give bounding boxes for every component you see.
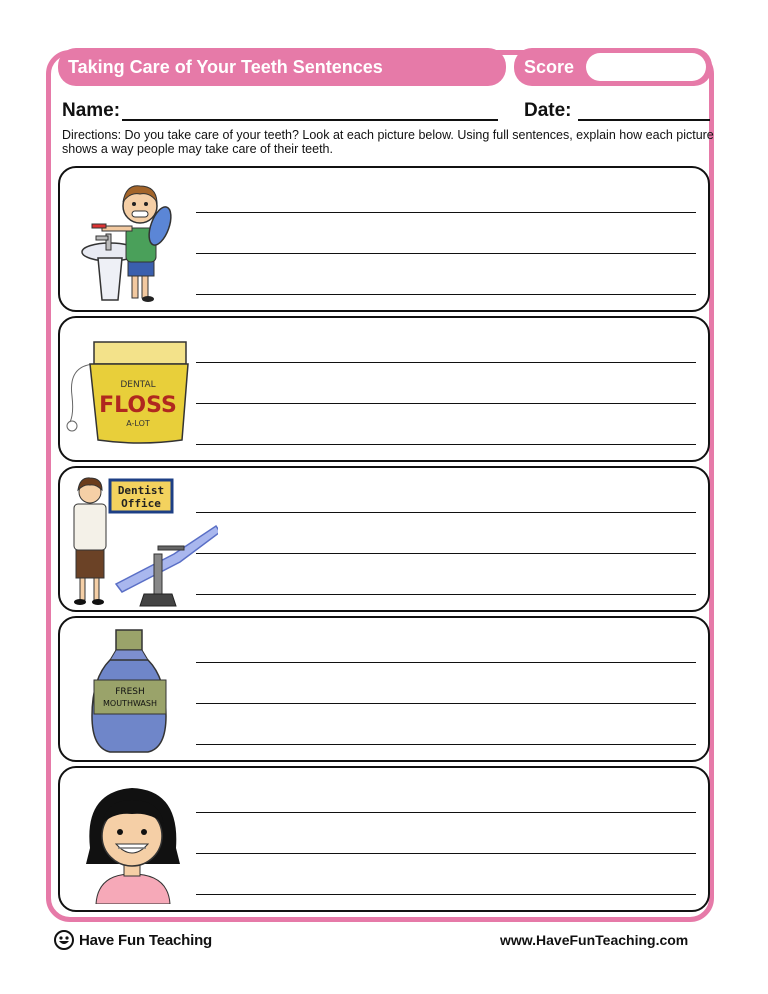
date-field[interactable] xyxy=(578,119,710,121)
mouthwash-label-line1: FRESH xyxy=(115,687,145,697)
worksheet-title xyxy=(58,48,506,86)
answer-line[interactable] xyxy=(196,444,696,445)
mouthwash-bottle-icon xyxy=(88,626,172,758)
footer-brand xyxy=(54,930,212,950)
answer-panel-4 xyxy=(58,616,710,762)
answer-line[interactable] xyxy=(196,553,696,554)
answer-line[interactable] xyxy=(196,703,696,704)
floss-label-main: FLOSS xyxy=(99,393,177,418)
girl-with-braces-icon xyxy=(76,778,190,904)
answer-line[interactable] xyxy=(196,662,696,663)
answer-line[interactable] xyxy=(196,894,696,895)
answer-line[interactable] xyxy=(196,362,696,363)
answer-panel-5 xyxy=(58,766,710,912)
floss-label-top: DENTAL xyxy=(120,380,156,390)
answer-line[interactable] xyxy=(196,512,696,513)
answer-line[interactable] xyxy=(196,812,696,813)
worksheet-title-text: Taking Care of Your Teeth Sentences xyxy=(68,56,383,77)
dentist-office-icon xyxy=(64,474,218,610)
date-label: Date: xyxy=(524,100,572,121)
answer-line[interactable] xyxy=(196,744,696,745)
answer-line[interactable] xyxy=(196,594,696,595)
dentist-sign-line2: Office xyxy=(121,497,161,510)
smiley-logo-icon xyxy=(54,930,74,950)
mouthwash-label-line2: MOUTHWASH xyxy=(103,699,157,708)
boy-brushing-teeth-at-sink-icon xyxy=(80,176,180,302)
answer-line[interactable] xyxy=(196,403,696,404)
score-field[interactable] xyxy=(586,53,706,81)
dental-floss-icon xyxy=(64,336,190,448)
score-label: Score xyxy=(524,56,575,77)
footer-brand-text: Have Fun Teaching xyxy=(79,931,213,949)
answer-line[interactable] xyxy=(196,253,696,254)
floss-label-bottom: A-LOT xyxy=(126,419,150,428)
answer-panel-2 xyxy=(58,316,710,462)
answer-line[interactable] xyxy=(196,294,696,295)
dentist-sign-line1: Dentist xyxy=(117,484,165,497)
name-field[interactable] xyxy=(122,119,498,121)
name-label: Name: xyxy=(62,100,121,121)
answer-panel-3 xyxy=(58,466,710,612)
answer-panel-1 xyxy=(58,166,710,312)
directions-text: Directions: Do you take care of your teeth? Look at each picture below. Using full sentences, explain how each picture shows a way people may take care of their teeth. xyxy=(62,128,714,156)
answer-line[interactable] xyxy=(196,212,696,213)
answer-line[interactable] xyxy=(196,853,696,854)
footer-url[interactable]: www.HaveFunTeaching.com xyxy=(500,932,689,948)
